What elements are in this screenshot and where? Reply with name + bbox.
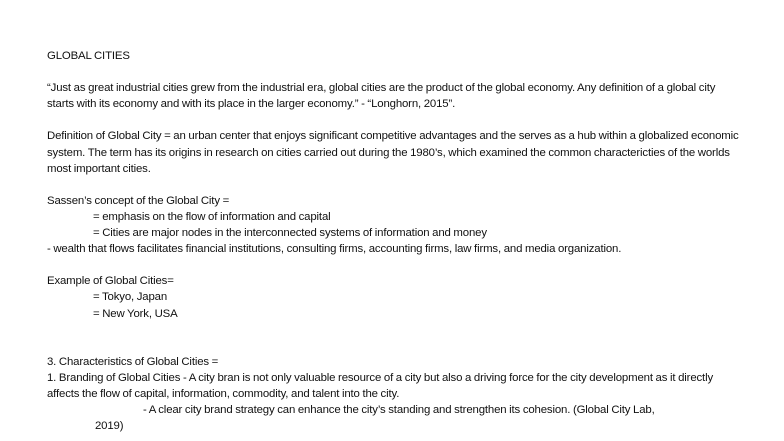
characteristic-item: 1. Branding of Global Cities - A city bran is not only valuable resource of a city but also a driving force for the city development as it directly affects the flow of capital, information, commodity, and talent into the city.: [47, 371, 713, 400]
characteristic-subpoint: [47, 402, 741, 434]
characteristics-heading: 3. Characteristics of Global Cities =: [47, 355, 219, 368]
sassen-point: = emphasis on the flow of information and capital: [93, 210, 331, 223]
examples-heading: Example of Global Cities=: [47, 275, 174, 288]
document-body: [47, 48, 741, 434]
doc-title: GLOBAL CITIES: [47, 50, 130, 62]
sassen-point-text: - wealth that flows facilitates financial institutions, consulting firms, accounting firms, law firms, and media organization.: [47, 243, 622, 256]
blank-line: [47, 64, 741, 80]
example-item: = Tokyo, Japan: [93, 291, 168, 304]
sassen-point: [47, 241, 741, 257]
blank-line: [47, 322, 741, 354]
sassen-heading: Sassen’s concept of the Global City =: [47, 194, 230, 207]
blank-line: [47, 177, 741, 193]
subpoint-continuation: 2019): [95, 420, 124, 433]
definition-paragraph: Definition of Global City = an urban center that enjoys significant competitive advantages and the serves as a hub within a globalized economic system. The term has its origins in research on cities carried out during the 1980’s, which examined the common charactericties of the worlds most important cities.: [47, 130, 739, 175]
example-item: = New York, USA: [93, 307, 178, 320]
blank-line: [47, 112, 741, 128]
quote-paragraph: “Just as great industrial cities grew from the industrial era, global cities are the product of the global economy. Any definition of a global city starts with its economy and with its place in the larger economy.” - “Longhorn, 2015”.: [47, 82, 716, 111]
subpoint-text: - A clear city brand strategy can enhance the city’s standing and strengthen its cohesion. (Global City Lab,: [143, 404, 655, 417]
sassen-point: = Cities are major nodes in the interconnected systems of information and money: [93, 227, 487, 240]
blank-line: [47, 257, 741, 273]
